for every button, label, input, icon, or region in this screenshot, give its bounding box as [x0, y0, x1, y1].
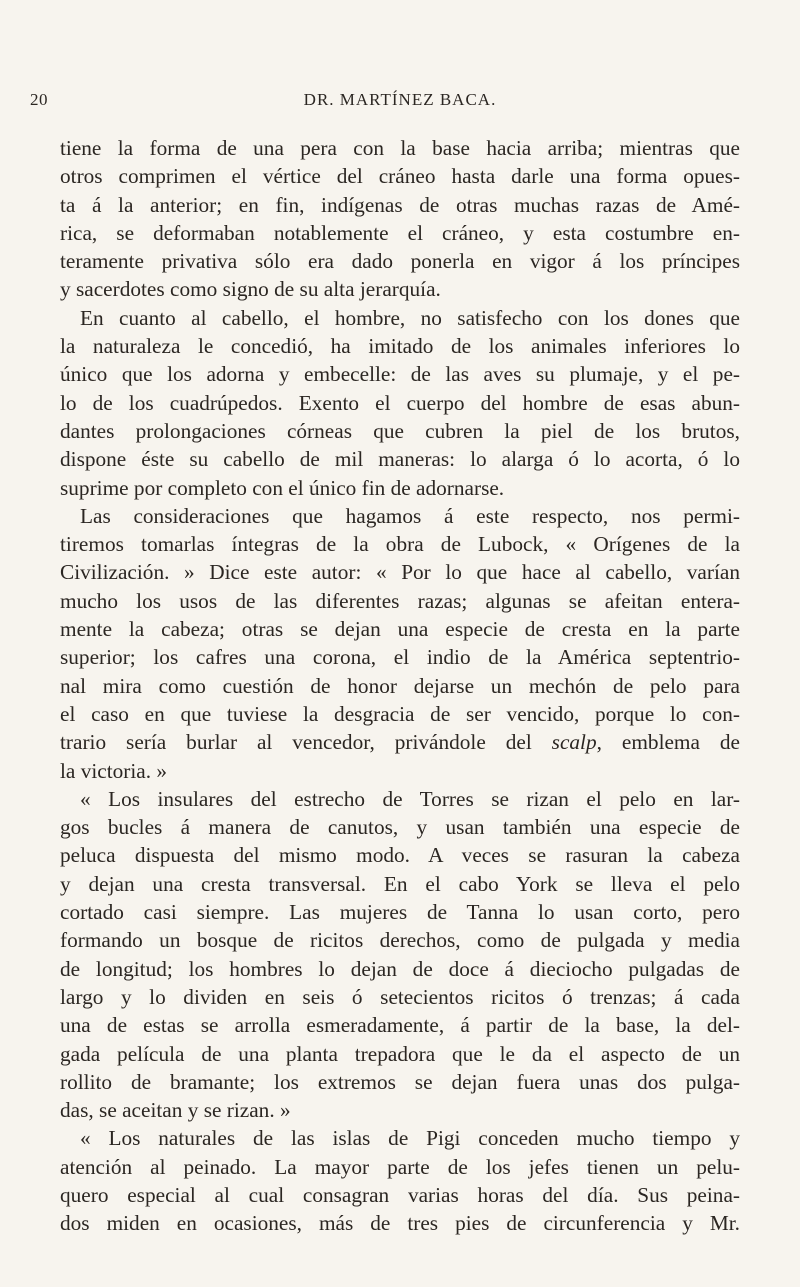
text-line: suprime por completo con el único fin de adornarse.	[60, 475, 505, 500]
text-line: dispone éste su cabello de mil maneras: lo alarga ó lo acorta, ó lo	[60, 447, 740, 472]
page-number: 20	[30, 90, 48, 109]
text-line: único que los adorna y embecelle: de las aves su plumaje, y el pe-	[60, 362, 740, 387]
text-line: cortado casi siempre. Las mujeres de Tanna lo usan corto, pero	[60, 900, 740, 925]
text-line: tiremos tomarlas íntegras de la obra de Lubock, « Orígenes de la	[60, 532, 740, 557]
text-line: una de estas se arrolla esmeradamente, á partir de la base, la del-	[60, 1013, 740, 1038]
text-line: das, se aceitan y se rizan. »	[60, 1098, 291, 1123]
text-line: Civilización. » Dice este autor: « Por lo que hace al cabello, varían	[60, 560, 740, 585]
text-line: rica, se deformaban notablemente el cráneo, y esta costumbre en-	[60, 220, 740, 245]
text-line: En cuanto al cabello, el hombre, no satisfecho con los dones que	[80, 305, 740, 330]
text-line: mucho los usos de las diferentes razas; algunas se afeitan entera-	[60, 588, 740, 613]
running-head	[0, 90, 800, 114]
text-line: gada película de una planta trepadora que le da el aspecto de un	[60, 1041, 740, 1066]
text-line: « Los naturales de las islas de Pigi conceden mucho tiempo y	[80, 1126, 740, 1151]
text-line: lo de los cuadrúpedos. Exento el cuerpo del hombre de esas abun-	[60, 390, 740, 415]
text-line: superior; los cafres una corona, el indio de la América septentrio-	[60, 645, 740, 670]
text-line: peluca dispuesta del mismo modo. A veces se rasuran la cabeza	[60, 843, 740, 868]
text-line: otros comprimen el vértice del cráneo hasta darle una forma opues-	[60, 164, 740, 189]
text-line: y dejan una cresta transversal. En el cabo York se lleva el pelo	[60, 871, 740, 896]
text-line: ta á la anterior; en fin, indígenas de otras muchas razas de Amé-	[60, 192, 740, 217]
text-line: largo y lo dividen en seis ó setecientos ricitos ó trenzas; á cada	[60, 984, 740, 1009]
text-line: mente la cabeza; otras se dejan una especie de cresta en la parte	[60, 617, 740, 642]
text-line: teramente privativa sólo era dado ponerla en vigor á los príncipes	[60, 249, 740, 274]
text-line: de longitud; los hombres lo dejan de doce á dieciocho pulgadas de	[60, 956, 740, 981]
body-text	[60, 134, 740, 1238]
text-line: nal mira como cuestión de honor dejarse un mechón de pelo para	[60, 673, 740, 698]
text-line: « Los insulares del estrecho de Torres se rizan el pelo en lar-	[80, 786, 740, 811]
text-line: rollito de bramante; los extremos se dejan fuera unas dos pulga-	[60, 1069, 740, 1094]
text-line: Las consideraciones que hagamos á este respecto, nos permi-	[80, 503, 740, 528]
italic-word: scalp	[551, 730, 597, 755]
text-line: gos bucles á manera de canutos, y usan también una especie de	[60, 815, 740, 840]
text-line: formando un bosque de ricitos derechos, como de pulgada y media	[60, 928, 740, 953]
running-title: DR. MARTÍNEZ BACA.	[303, 90, 497, 109]
text-line: el caso en que tuviese la desgracia de ser vencido, porque lo con-	[60, 701, 740, 726]
text-line: dos miden en ocasiones, más de tres pies de circunferencia y Mr.	[60, 1211, 740, 1236]
text-line: tiene la forma de una pera con la base hacia arriba; mientras que	[60, 136, 740, 160]
text-line: quero especial al cual consagran varias horas del día. Sus peina-	[60, 1182, 740, 1207]
text-line: dantes prolongaciones córneas que cubren la piel de los brutos,	[60, 418, 740, 443]
text-line: y sacerdotes como signo de su alta jerarquía.	[60, 277, 441, 302]
text-line: la naturaleza le concedió, ha imitado de los animales inferiores lo	[60, 334, 740, 359]
text-line: la victoria. »	[60, 758, 168, 783]
text-line: atención al peinado. La mayor parte de los jefes tienen un pelu-	[60, 1154, 740, 1179]
text-line: trario sería burlar al vencedor, privándole del scalp, emblema de	[60, 730, 740, 755]
